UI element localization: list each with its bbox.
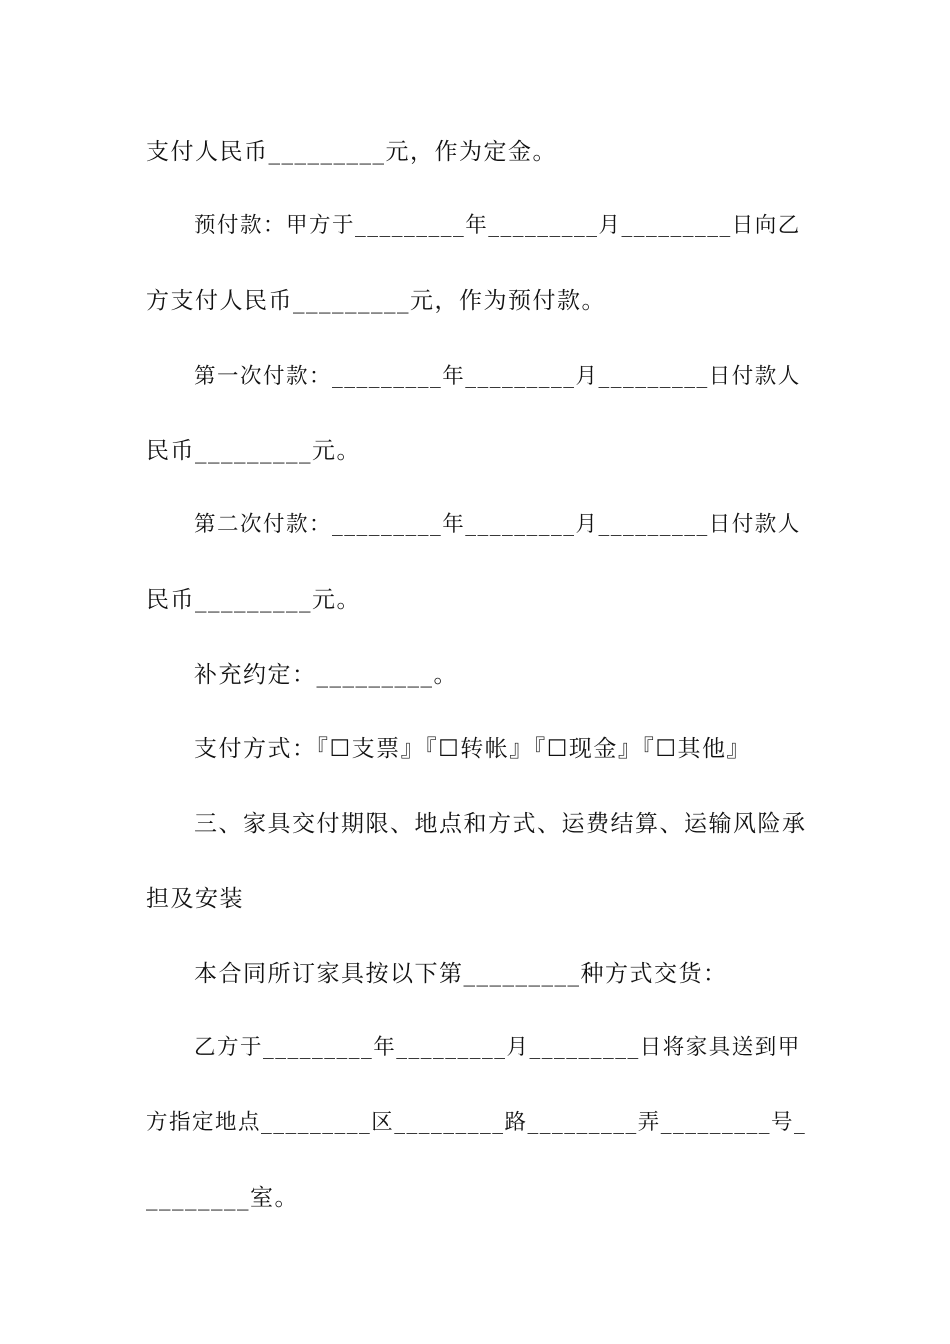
second-payment-line: 第二次付款：_________年_________月_________日付款人 (194, 512, 801, 537)
delivery-address-line-cont: ________室。 (146, 1185, 299, 1211)
deposit-line: 支付人民币_________元，作为定金。 (146, 139, 557, 165)
delivery-method-line: 本合同所订家具按以下第_________种方式交货： (194, 961, 728, 987)
section-three-heading: 三、家具交付期限、地点和方式、运费结算、运输风险承 (194, 811, 807, 837)
second-payment-line-cont: 民币_________元。 (146, 587, 361, 613)
section-three-heading-cont: 担及安装 (146, 886, 244, 912)
prepayment-line: 预付款：甲方于_________年_________月_________日向乙 (194, 213, 801, 238)
delivery-date-line: 乙方于_________年_________月_________日将家具送到甲 (194, 1035, 801, 1060)
first-payment-line-cont: 民币_________元。 (146, 438, 361, 464)
prepayment-line-cont: 方支付人民币_________元，作为预付款。 (146, 288, 606, 314)
supplement-line: 补充约定：_________。 (194, 662, 458, 688)
first-payment-line: 第一次付款：_________年_________月_________日付款人 (194, 364, 801, 389)
delivery-address-line: 方指定地点_________区_________路_________弄_________号_ (146, 1110, 807, 1135)
payment-method-line: 支付方式：『☐支票』『☐转帐』『☐现金』『☐其他』 (194, 736, 751, 762)
